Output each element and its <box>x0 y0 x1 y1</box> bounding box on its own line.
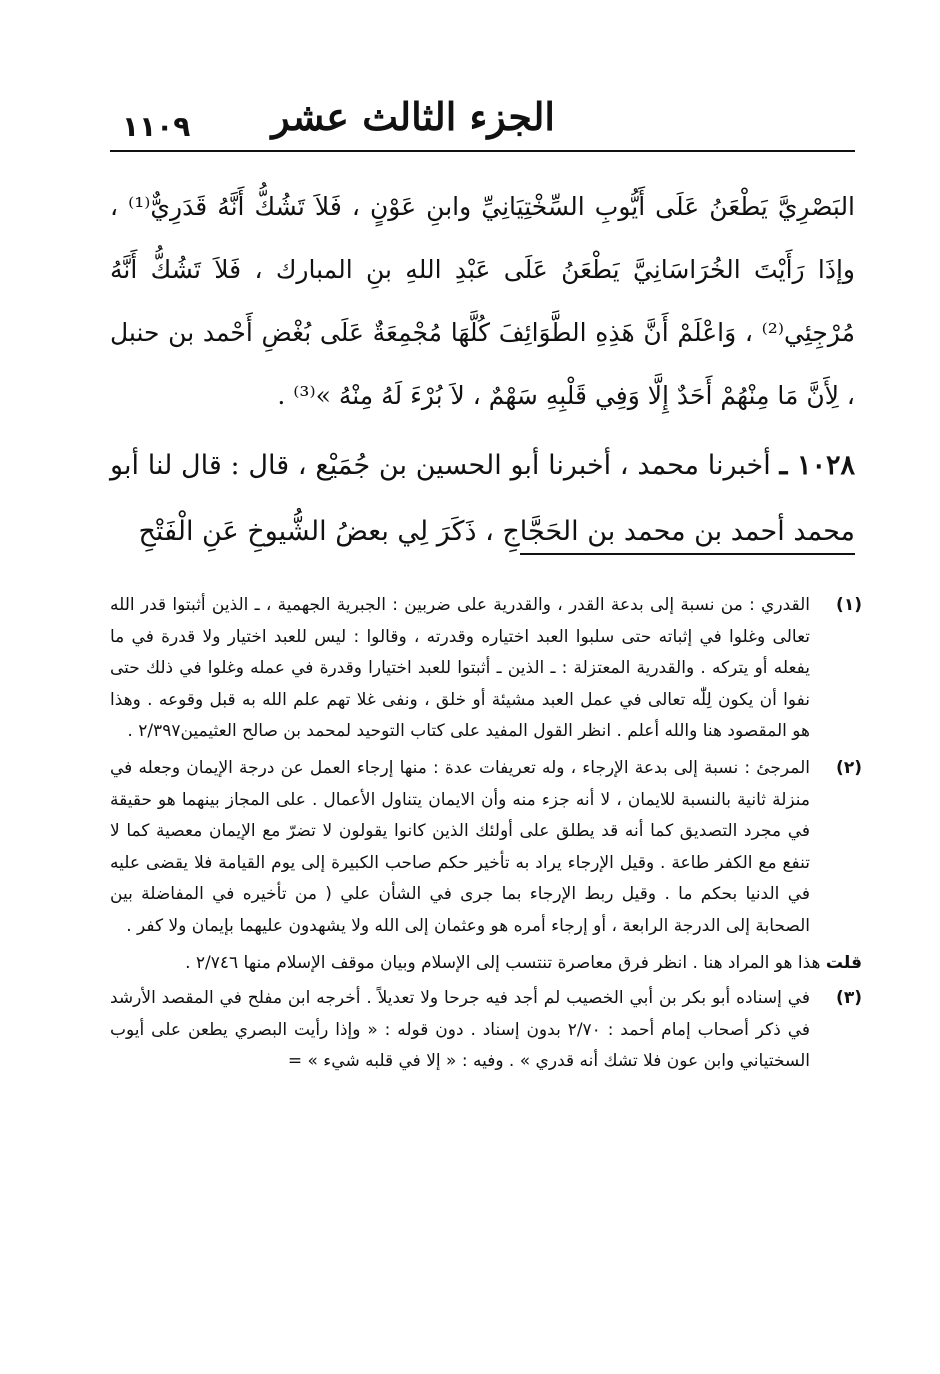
narration-number: ١٠٢٨ ـ <box>779 450 855 481</box>
footnote-text: القدري : من نسبة إلى بدعة القدر ، والقدرية على ضربين : الجبرية الجهمية ، ـ الذين أثبتوا قدر الله تعالى وغلوا في إثباته حتى سلبوا العبد اختياره وقدرته ، وقالوا : ليس للعبد اختيار ولا قدرة في ما يفعله أو يتركه . والقدرية المعتزلة : ـ الذين ـ أثبتوا للعبد اختيارا وقدرة في عمله وغلوا في ذلك حتى نفوا أن يكون لِلّٰه تعالى في عمل العبد مشيئة أو خلق ، ونفى غلا تهم علم الله به قبل وقوعه . وهذا هو المقصود هنا والله أعلم . انظر القول المفيد على كتاب التوحيد لمحمد بن صالح العثيمين٢/٣٩٧ . <box>110 595 810 742</box>
footnote-text: هذا هو المراد هنا . انظر فرق معاصرة تنتسب إلى الإسلام وبيان موقف الإسلام منها ٢/٧٤٦ . <box>185 952 821 973</box>
paragraph-continuation: البَصْرِيَّ يَطْعَنُ عَلَى أَيُّوبِ السِّخْتِيَانِيِّ وابنِ عَوْنٍ ، فَلاَ تَشُكُّ أَنَّهُ قَدَرِيٌّ⁽¹⁾ ، وإذَا رَأَيْتَ الخُرَاسَانِيَّ يَطْعَنُ عَلَى عَبْدِ اللهِ بنِ المبارك ، فَلاَ تَشُكُّ أَنَّهُ مُرْجِئِي⁽²⁾ ، وَاعْلَمْ أَنَّ هَذِهِ الطَّوَائِفَ كُلَّهَا مُجْمِعَةٌ عَلَى بُغْضِ أَحْمد بن حنبل ، لِأَنَّ مَا مِنْهُمْ أَحَدٌ إِلَّا وَفِي قَلْبِهِ سَهْمٌ ، لاَ بُرْءَ لَهُ مِنْهُ »⁽³⁾ . <box>110 192 856 410</box>
footnote-lead-word: قلت <box>825 952 862 973</box>
footnote-marker: (١) <box>836 595 862 615</box>
narration-text: أخبرنا محمد ، أخبرنا أبو الحسين بن جُمَيْع ، قال : قال لنا أبو محمد أحمد بن محمد بن الحَجَّاجِ ، ذَكَرَ لِي بعضُ الشُّيوخِ عَنِ الْفَتْحِ <box>110 450 855 547</box>
narration-1028 <box>110 433 855 565</box>
footnote-marker: (٣) <box>836 988 862 1009</box>
footnote-divider <box>520 553 855 555</box>
footnote-text: في إسناده أبو بكر بن أبي الخصيب لم أجد فيه جرحا ولا تعديلاً . أخرجه ابن مفلح في المقصد الأرشد في ذكر أصحاب إمام أحمد : ٢/٧٠ بدون إسناد . دون قوله : « وإذا رأيت البصري يطعن على أيوب السختياني وابن عون فلا تشك أنه قدري » . وفيه : « إلا في قلبه شيء » = <box>110 988 810 1072</box>
footnotes <box>110 590 862 1083</box>
page-number: ١١٠٩ <box>122 110 191 143</box>
footnote-3 <box>110 983 862 1078</box>
header-divider <box>110 150 855 152</box>
footnote-2 <box>110 753 862 943</box>
chapter-title: الجزء الثالث عشر <box>271 94 555 139</box>
footnote-2-continuation <box>110 948 862 980</box>
footnote-marker: (٢) <box>836 757 862 778</box>
page-header <box>110 90 855 150</box>
footnote-text: المرجئ : نسبة إلى بدعة الإرجاء ، وله تعريفات عدة : منها إرجاء العمل عن درجة الإيمان وجعله في منزلة ثانية بالنسبة للايمان ، لا أنه جزء منه وأن الايمان يتناول الأعمال . على المجاز بينهما هو حقيقة في مجرد التصديق كما أنه قد يطلق على أولئك الذين كانوا يقولون لا تضرّ مع الإيمان معصية كما لا تنفع مع الكفر طاعة . وقيل الإرجاء يراد به تأخير حكم صاحب الكبيرة إلى يوم القيامة فلا يقضى عليه في الدنيا بحكم ما . وقيل ربط الإرجاء بما جرى في الشأن علي ( من تأخيره في المفاضلة بين الصحابة إلى الدرجة الرابعة ، أو إرجاء أمره هو وعثمان إلى الله ولا يشهدون عليهما بإيمان ولا كفر . <box>110 757 810 936</box>
main-text <box>110 175 855 565</box>
footnote-1 <box>110 590 862 748</box>
